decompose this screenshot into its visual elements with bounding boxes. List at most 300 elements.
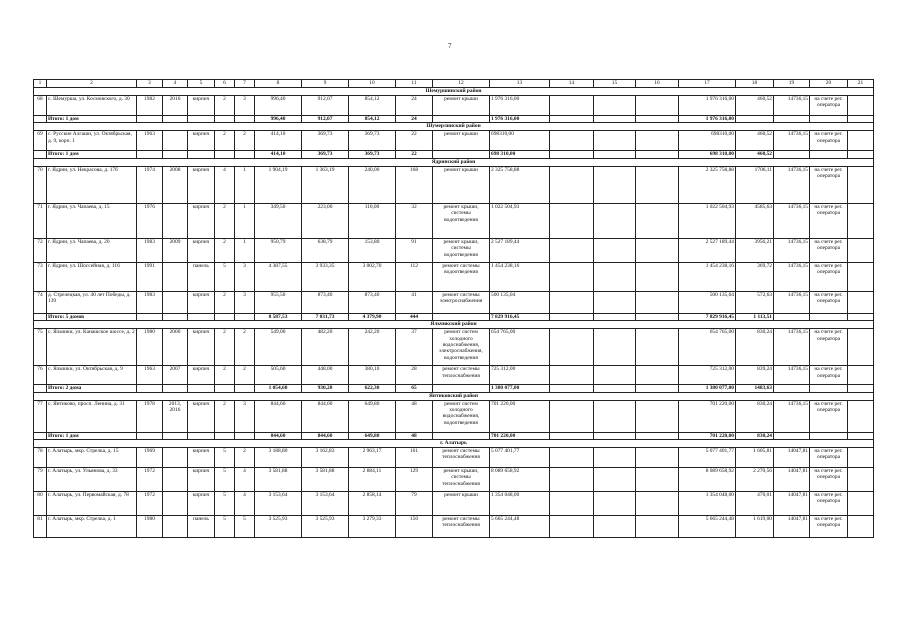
cell-y1: 1991 [137, 262, 163, 291]
total-blank [848, 116, 874, 123]
cell-ent: 1 [235, 166, 255, 203]
cell-cost: 2 527 189,44 [490, 238, 550, 262]
total-fund-cost: 7 829 916,45 [679, 313, 736, 320]
cell-c21 [848, 291, 874, 313]
cell-c15 [594, 468, 636, 492]
total-residents: 444 [396, 313, 433, 320]
cell-y2: 2009 [163, 238, 188, 262]
cell-a1: 3 188,80 [255, 448, 302, 468]
header-cell: 11 [396, 80, 433, 88]
cell-addr: с. Шемурша, ул. Космовского, д. 30 [47, 96, 137, 116]
total-area-living: 912,07 [302, 116, 349, 123]
total-unit-cost: 460,52 [736, 151, 774, 158]
total-area-living: 369,73 [302, 151, 349, 158]
header-cell: 8 [255, 80, 302, 88]
total-blank [34, 432, 47, 439]
cell-c15 [594, 492, 636, 516]
section-header-row [34, 158, 874, 166]
header-cell: 16 [636, 80, 679, 88]
cell-c19: 14736,15 [774, 262, 810, 291]
cell-c20: на счете рег. оператора [810, 291, 848, 313]
total-residents: 22 [396, 151, 433, 158]
total-blank [188, 151, 215, 158]
cell-addr: г. Ядрин, ул. Шоссейная, д. 116 [47, 262, 137, 291]
cell-ent: 1 [235, 238, 255, 262]
cell-no: 77 [34, 400, 47, 432]
total-area-total: 844,60 [255, 432, 302, 439]
cell-cost: 8 089 658,92 [490, 468, 550, 492]
cell-y1: 1978 [137, 400, 163, 432]
cell-a3: 2 884,11 [349, 468, 396, 492]
total-blank [550, 151, 594, 158]
cell-ppl: 24 [396, 96, 433, 116]
cell-c19: 14047,81 [774, 516, 810, 538]
cell-addr: г. Алатырь, мкр. Стрелка, д. 15 [47, 448, 137, 468]
cell-a3: 153,80 [349, 238, 396, 262]
total-blank [433, 313, 490, 320]
cell-c16 [636, 291, 679, 313]
cell-mat: кирпич [188, 448, 215, 468]
cell-fl: 2 [215, 366, 235, 385]
cell-a1: 414,10 [255, 131, 302, 151]
total-blank [163, 385, 188, 392]
total-blank [774, 313, 810, 320]
cell-fl: 5 [215, 492, 235, 516]
cell-c19: 14736,15 [774, 366, 810, 385]
total-blank [810, 313, 848, 320]
cell-work: ремонт систем холодного водоснабжения, электроснабжения, водоотведения [433, 329, 490, 366]
cell-a2: 3 525,93 [302, 516, 349, 538]
total-cost: 1 380 077,00 [490, 385, 550, 392]
cell-fl: 2 [215, 238, 235, 262]
cell-y1: 1969 [137, 448, 163, 468]
cell-a1: 950,79 [255, 238, 302, 262]
cell-c21 [848, 96, 874, 116]
total-blank [636, 151, 679, 158]
cell-c19: 14736,15 [774, 203, 810, 238]
total-row [34, 116, 874, 123]
total-blank [188, 385, 215, 392]
cell-c21 [848, 468, 874, 492]
cell-mat: кирпич [188, 238, 215, 262]
cell-y1: 1980 [137, 329, 163, 366]
total-label: Итого: 2 дома [47, 385, 137, 392]
total-area-living: 844,60 [302, 432, 349, 439]
cell-c21 [848, 448, 874, 468]
header-cell: 5 [188, 80, 215, 88]
cell-a2: 844,60 [302, 400, 349, 432]
cell-a3: 242,20 [349, 329, 396, 366]
cell-addr: г. Ядрин, ул. Некрасова, д. 17б [47, 166, 137, 203]
header-cell: 20 [810, 80, 848, 88]
cell-y2 [163, 291, 188, 313]
total-blank [215, 385, 235, 392]
cell-c14 [550, 291, 594, 313]
cell-c17: 1 022 504,93 [679, 203, 736, 238]
cell-a1: 996,40 [255, 96, 302, 116]
cell-addr: г. Алатырь, мкр. Стрелка, д. 1 [47, 516, 137, 538]
total-area-owned: 4 379,90 [349, 313, 396, 320]
cell-c21 [848, 366, 874, 385]
total-blank [137, 313, 163, 320]
cell-c19: 14736,15 [774, 400, 810, 432]
cell-c19: 14047,81 [774, 468, 810, 492]
total-blank [188, 116, 215, 123]
cell-a3: 110,00 [349, 203, 396, 238]
section-header-row [34, 440, 874, 448]
cell-y1: 1983 [137, 238, 163, 262]
total-label: Итого: 1 дом [47, 432, 137, 439]
table-row [34, 516, 874, 538]
cell-no: 79 [34, 468, 47, 492]
cell-a2: 3 933,35 [302, 262, 349, 291]
total-fund-cost: 698 310,00 [679, 151, 736, 158]
cell-c19: 14736,15 [774, 96, 810, 116]
cell-c18: 572,63 [736, 291, 774, 313]
header-cell: 7 [235, 80, 255, 88]
cell-c18: 460,52 [736, 131, 774, 151]
cell-cost: 5 665 244,48 [490, 516, 550, 538]
section-title: г. Алатырь [34, 440, 874, 448]
total-label: Итого: 1 дом [47, 151, 137, 158]
cell-ppl: 28 [396, 366, 433, 385]
header-cell: 10 [349, 80, 396, 88]
total-area-owned: 649,80 [349, 432, 396, 439]
total-cost: 1 976 316,00 [490, 116, 550, 123]
cell-work: ремонт крыши, системы водоотведения [433, 203, 490, 238]
repair-register-table [33, 79, 874, 538]
cell-y2 [163, 448, 188, 468]
total-blank [433, 385, 490, 392]
cell-mat: кирпич [188, 291, 215, 313]
cell-a1: 3 581,88 [255, 468, 302, 492]
cell-c19: 14736,15 [774, 291, 810, 313]
cell-fl: 2 [215, 96, 235, 116]
header-cell: 4 [163, 80, 188, 88]
cell-c14 [550, 329, 594, 366]
cell-addr: г. Алатырь, ул. Ульянова, д. 33 [47, 468, 137, 492]
total-blank [810, 151, 848, 158]
table-row [34, 166, 874, 203]
cell-ent: 3 [235, 262, 255, 291]
cell-cost: 2 325 758,88 [490, 166, 550, 203]
total-blank [774, 432, 810, 439]
cell-c18: 830,24 [736, 400, 774, 432]
cell-fl: 2 [215, 131, 235, 151]
cell-a1: 844,60 [255, 400, 302, 432]
total-area-living: 930,20 [302, 385, 349, 392]
cell-a3: 854,12 [349, 96, 396, 116]
total-blank [215, 151, 235, 158]
cell-c16 [636, 516, 679, 538]
cell-c17: 2 325 758,88 [679, 166, 736, 203]
cell-no: 76 [34, 366, 47, 385]
cell-c20: на счете рег. оператора [810, 468, 848, 492]
cell-c21 [848, 516, 874, 538]
cell-a2: 448,00 [302, 366, 349, 385]
cell-work: ремонт крыши, системы водоотведения [433, 238, 490, 262]
table-row [34, 400, 874, 432]
cell-a1: 3 525,93 [255, 516, 302, 538]
section-header-row [34, 321, 874, 329]
cell-y2 [163, 468, 188, 492]
total-blank [848, 385, 874, 392]
total-fund-cost: 701 220,00 [679, 432, 736, 439]
cell-y1: 1972 [137, 468, 163, 492]
cell-c14 [550, 492, 594, 516]
cell-c19: 14736,15 [774, 131, 810, 151]
section-title: Шумерлинский район [34, 123, 874, 131]
cell-c18: 4585,63 [736, 203, 774, 238]
cell-ent: 5 [235, 516, 255, 538]
cell-fl: 2 [215, 329, 235, 366]
cell-cost: 1 022 504,93 [490, 203, 550, 238]
cell-fl: 4 [215, 166, 235, 203]
cell-y1: 1983 [137, 291, 163, 313]
total-blank [550, 313, 594, 320]
cell-mat: кирпич [188, 400, 215, 432]
cell-work: ремонт системы электроснабжения [433, 291, 490, 313]
section-title: Ядринский район [34, 158, 874, 166]
total-unit-cost: 1483,63 [736, 385, 774, 392]
cell-y2 [163, 203, 188, 238]
total-row [34, 385, 874, 392]
cell-cost: 725 312,00 [490, 366, 550, 385]
cell-a3: 2 858,14 [349, 492, 396, 516]
total-blank [636, 432, 679, 439]
cell-c19: 14736,15 [774, 238, 810, 262]
section-header-row [34, 123, 874, 131]
cell-ent: 3 [235, 400, 255, 432]
total-blank [550, 116, 594, 123]
table-row [34, 366, 874, 385]
cell-a3: 2 963,17 [349, 448, 396, 468]
cell-c20: на счете рег. оператора [810, 492, 848, 516]
cell-a3: 3 002,70 [349, 262, 396, 291]
cell-c21 [848, 131, 874, 151]
cell-ppl: 41 [396, 291, 433, 313]
section-title: Янтиковский район [34, 392, 874, 400]
cell-c20: на счете рег. оператора [810, 203, 848, 238]
table-row [34, 291, 874, 313]
cell-ent: 3 [235, 291, 255, 313]
cell-no: 70 [34, 166, 47, 203]
cell-c14 [550, 131, 594, 151]
total-residents: 48 [396, 432, 433, 439]
cell-work: ремонт крыши [433, 96, 490, 116]
total-blank [550, 385, 594, 392]
total-row [34, 151, 874, 158]
cell-c16 [636, 238, 679, 262]
total-blank [188, 313, 215, 320]
total-blank [433, 116, 490, 123]
cell-c18: 1706,11 [736, 166, 774, 203]
cell-no: 69 [34, 131, 47, 151]
cell-ppl: 150 [396, 516, 433, 538]
cell-c20: на счете рег. оператора [810, 262, 848, 291]
total-blank [137, 116, 163, 123]
cell-a1: 955,50 [255, 291, 302, 313]
cell-a2: 638,79 [302, 238, 349, 262]
total-blank [34, 116, 47, 123]
table-row [34, 96, 874, 116]
cell-a1: 3 153,64 [255, 492, 302, 516]
cell-ent: 2 [235, 366, 255, 385]
cell-c18: 830,24 [736, 329, 774, 366]
cell-ppl: 37 [396, 329, 433, 366]
cell-c18: 1 619,00 [736, 516, 774, 538]
total-area-owned: 369,73 [349, 151, 396, 158]
total-cost: 701 220,00 [490, 432, 550, 439]
cell-y1: 1972 [137, 492, 163, 516]
cell-no: 80 [34, 492, 47, 516]
cell-addr: с. Русские Алгаши, ул. Октябрьская, д. 9, корп. 1 [47, 131, 137, 151]
cell-mat: кирпич [188, 366, 215, 385]
cell-a2: 912,07 [302, 96, 349, 116]
total-cost: 698 310,00 [490, 151, 550, 158]
cell-a2: 1 363,19 [302, 166, 349, 203]
total-blank [34, 151, 47, 158]
cell-c20: на счете рег. оператора [810, 166, 848, 203]
cell-c20: на счете рег. оператора [810, 131, 848, 151]
cell-ppl: 129 [396, 468, 433, 492]
cell-c17: 1 454 238,16 [679, 262, 736, 291]
table-row [34, 492, 874, 516]
cell-cost: 1 976 316,00 [490, 96, 550, 116]
cell-a2: 369,73 [302, 131, 349, 151]
total-cost: 7 829 916,45 [490, 313, 550, 320]
cell-ppl: 22 [396, 131, 433, 151]
cell-c17: 5 077 401,77 [679, 448, 736, 468]
cell-cost: 500 135,04 [490, 291, 550, 313]
cell-cost: 5 077 401,77 [490, 448, 550, 468]
total-unit-cost [736, 116, 774, 123]
section-title: Шемуршинский район [34, 88, 874, 96]
cell-cost: 701 220,00 [490, 400, 550, 432]
cell-c18: 369,72 [736, 262, 774, 291]
cell-a3: 649,80 [349, 400, 396, 432]
cell-c14 [550, 400, 594, 432]
cell-y2: 2016 [163, 96, 188, 116]
cell-ppl: 168 [396, 166, 433, 203]
cell-c15 [594, 448, 636, 468]
cell-a1: 349,50 [255, 203, 302, 238]
total-area-owned: 854,12 [349, 116, 396, 123]
cell-fl: 2 [215, 400, 235, 432]
cell-addr: с. Яльчики, ул. Канашское шоссе, д. 2 [47, 329, 137, 366]
total-blank [163, 116, 188, 123]
total-blank [848, 432, 874, 439]
cell-c21 [848, 329, 874, 366]
cell-c21 [848, 166, 874, 203]
cell-a3: 873,40 [349, 291, 396, 313]
cell-c21 [848, 203, 874, 238]
total-blank [594, 385, 636, 392]
cell-fl: 5 [215, 468, 235, 492]
cell-y1: 1963 [137, 131, 163, 151]
cell-c18: 2 270,56 [736, 468, 774, 492]
cell-c15 [594, 203, 636, 238]
cell-a3: 240,00 [349, 166, 396, 203]
cell-c14 [550, 166, 594, 203]
total-blank [636, 313, 679, 320]
cell-y1: 1980 [137, 516, 163, 538]
cell-c16 [636, 400, 679, 432]
cell-y1: 1963 [137, 366, 163, 385]
cell-c20: на счете рег. оператора [810, 238, 848, 262]
total-blank [848, 313, 874, 320]
total-area-total: 996,40 [255, 116, 302, 123]
cell-ppl: 32 [396, 203, 433, 238]
total-label: Итого: 1 дом [47, 116, 137, 123]
cell-ppl: 79 [396, 492, 433, 516]
cell-a2: 3 581,88 [302, 468, 349, 492]
total-blank [636, 385, 679, 392]
total-blank [594, 151, 636, 158]
cell-c21 [848, 262, 874, 291]
header-cell: 9 [302, 80, 349, 88]
cell-c21 [848, 238, 874, 262]
total-blank [433, 151, 490, 158]
table-row [34, 262, 874, 291]
total-blank [235, 151, 255, 158]
total-blank [235, 313, 255, 320]
total-area-total: 414,10 [255, 151, 302, 158]
cell-c16 [636, 203, 679, 238]
total-blank [550, 432, 594, 439]
cell-y1: 1982 [137, 96, 163, 116]
section-header-row [34, 88, 874, 96]
cell-c19: 14736,15 [774, 166, 810, 203]
cell-a1: 549,00 [255, 329, 302, 366]
cell-work: ремонт крыши [433, 492, 490, 516]
cell-c16 [636, 448, 679, 468]
cell-c18: 839,24 [736, 366, 774, 385]
cell-c14 [550, 468, 594, 492]
header-cell: 13 [490, 80, 550, 88]
cell-mat: кирпич [188, 492, 215, 516]
cell-c21 [848, 400, 874, 432]
header-cell: 19 [774, 80, 810, 88]
cell-ent: 2 [235, 448, 255, 468]
cell-addr: г. Алатырь, ул. Первомайская, д. 78 [47, 492, 137, 516]
cell-a3: 369,73 [349, 131, 396, 151]
total-blank [235, 385, 255, 392]
total-blank [163, 313, 188, 320]
cell-work: ремонт крыши, системы теплоснабжения [433, 468, 490, 492]
header-cell: 15 [594, 80, 636, 88]
cell-ent: 3 [235, 96, 255, 116]
table-row [34, 131, 874, 151]
total-unit-cost: 1 113,51 [736, 313, 774, 320]
cell-c15 [594, 166, 636, 203]
cell-y2: 2000 [163, 329, 188, 366]
section-header-row [34, 392, 874, 400]
cell-c15 [594, 131, 636, 151]
cell-no: 78 [34, 448, 47, 468]
cell-c18: 470,01 [736, 492, 774, 516]
cell-y2 [163, 131, 188, 151]
cell-y2 [163, 492, 188, 516]
cell-c16 [636, 131, 679, 151]
total-blank [774, 385, 810, 392]
total-blank [810, 116, 848, 123]
cell-mat: панель [188, 516, 215, 538]
cell-c14 [550, 366, 594, 385]
cell-c14 [550, 238, 594, 262]
total-unit-cost: 830,24 [736, 432, 774, 439]
cell-work: ремонт крыши [433, 131, 490, 151]
